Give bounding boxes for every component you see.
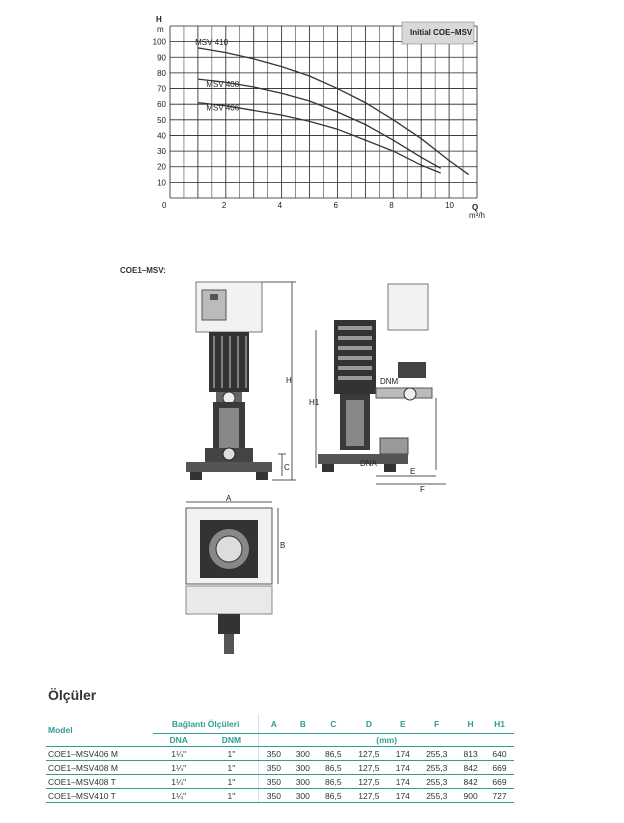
cell-dnm: 1" bbox=[204, 789, 258, 803]
cell-h: 842 bbox=[456, 761, 485, 775]
cell-e: 174 bbox=[388, 775, 417, 789]
col-dna: DNA bbox=[153, 734, 204, 747]
table-row bbox=[46, 761, 514, 775]
control-display bbox=[210, 294, 218, 300]
col-d: D bbox=[349, 714, 388, 734]
cell-a: 350 bbox=[259, 775, 289, 789]
y-tick-label: 90 bbox=[157, 53, 166, 63]
cell-d: 127,5 bbox=[349, 775, 388, 789]
cell-h1: 640 bbox=[485, 747, 514, 761]
control-box-top bbox=[186, 586, 272, 614]
y-tick-labels bbox=[153, 38, 167, 188]
series-label: MSV 406 bbox=[206, 103, 240, 113]
cell-b: 300 bbox=[288, 789, 317, 803]
cell-h1: 669 bbox=[485, 761, 514, 775]
cell-c: 86,5 bbox=[317, 775, 349, 789]
dim-h1: H1 bbox=[309, 398, 320, 407]
valve-assembly-top bbox=[218, 614, 240, 634]
x-tick-label: 2 bbox=[221, 201, 227, 210]
technical-drawing bbox=[0, 270, 624, 670]
cell-model: COE1–MSV406 M bbox=[46, 747, 153, 761]
col-dnm: DNM bbox=[204, 734, 258, 747]
x-tick-label: 0 bbox=[162, 201, 167, 210]
col-f: F bbox=[417, 714, 456, 734]
dim-e: E bbox=[410, 467, 416, 476]
cell-e: 174 bbox=[388, 747, 417, 761]
cell-e: 174 bbox=[388, 789, 417, 803]
cell-c: 86,5 bbox=[317, 761, 349, 775]
y-axis-title: H bbox=[156, 15, 162, 24]
dim-b: B bbox=[280, 541, 286, 550]
x-tick-label: 8 bbox=[389, 201, 394, 210]
col-unit: (mm) bbox=[259, 734, 514, 747]
motor-body bbox=[209, 332, 249, 392]
cell-b: 300 bbox=[288, 761, 317, 775]
pressure-vessel bbox=[398, 362, 426, 378]
x-axis-title: Q bbox=[472, 203, 479, 212]
cell-h: 842 bbox=[456, 775, 485, 789]
control-box-side bbox=[388, 284, 428, 330]
x-tick-label: 10 bbox=[445, 201, 454, 210]
cell-a: 350 bbox=[259, 789, 289, 803]
cell-dna: 1¼" bbox=[153, 761, 204, 775]
col-a: A bbox=[259, 714, 289, 734]
x-tick-label: 4 bbox=[277, 201, 283, 210]
y-tick-label: 40 bbox=[157, 131, 166, 141]
cell-d: 127,5 bbox=[349, 789, 388, 803]
suction-flange bbox=[380, 438, 408, 454]
y-tick-label: 70 bbox=[157, 84, 166, 94]
x-tick-label: 6 bbox=[333, 201, 338, 210]
col-h1: H1 bbox=[485, 714, 514, 734]
chart-title: Initial COE–MSV bbox=[410, 28, 473, 37]
cell-b: 300 bbox=[288, 747, 317, 761]
y-tick-label: 80 bbox=[157, 68, 166, 78]
col-connections: Bağlantı Ölçüleri bbox=[153, 714, 259, 734]
top-view bbox=[186, 494, 285, 654]
cell-dna: 1¼" bbox=[153, 747, 204, 761]
y-axis-unit: m bbox=[157, 25, 164, 34]
front-view bbox=[186, 282, 296, 480]
col-model: Model bbox=[46, 714, 153, 747]
table-row bbox=[46, 775, 514, 789]
drawing-label: COE1–MSV: bbox=[120, 266, 166, 275]
table-row bbox=[46, 747, 514, 761]
y-tick-label: 30 bbox=[157, 147, 166, 157]
cell-dnm: 1" bbox=[204, 775, 258, 789]
cell-f: 255,3 bbox=[417, 789, 456, 803]
series-line-msv-406 bbox=[198, 103, 441, 173]
cell-f: 255,3 bbox=[417, 775, 456, 789]
cell-f: 255,3 bbox=[417, 747, 456, 761]
chart-series bbox=[195, 38, 469, 175]
cell-model: COE1–MSV408 T bbox=[46, 775, 153, 789]
cell-dna: 1¼" bbox=[153, 789, 204, 803]
cell-dna: 1¼" bbox=[153, 775, 204, 789]
dim-h: H bbox=[286, 376, 292, 385]
dimensions-heading: Ölçüler bbox=[48, 687, 97, 703]
cell-a: 350 bbox=[259, 761, 289, 775]
cell-f: 255,3 bbox=[417, 761, 456, 775]
cell-c: 86,5 bbox=[317, 789, 349, 803]
series-label: MSV 410 bbox=[195, 37, 229, 47]
cell-h1: 727 bbox=[485, 789, 514, 803]
cell-model: COE1–MSV408 M bbox=[46, 761, 153, 775]
label-dna: DNA bbox=[360, 459, 377, 468]
y-tick-label: 100 bbox=[152, 37, 166, 47]
cell-d: 127,5 bbox=[349, 747, 388, 761]
cell-dnm: 1" bbox=[204, 761, 258, 775]
x-axis-unit: m³/h bbox=[469, 211, 485, 220]
y-tick-label: 50 bbox=[157, 115, 166, 125]
performance-chart bbox=[0, 0, 624, 230]
y-tick-label: 20 bbox=[157, 162, 166, 172]
cell-h: 813 bbox=[456, 747, 485, 761]
baseplate bbox=[186, 462, 272, 472]
dimensions-table bbox=[46, 714, 514, 803]
table-row bbox=[46, 789, 514, 803]
cell-dnm: 1" bbox=[204, 747, 258, 761]
cell-h1: 669 bbox=[485, 775, 514, 789]
col-c: C bbox=[317, 714, 349, 734]
cell-b: 300 bbox=[288, 775, 317, 789]
cell-h: 900 bbox=[456, 789, 485, 803]
cell-c: 86,5 bbox=[317, 747, 349, 761]
cell-a: 350 bbox=[259, 747, 289, 761]
label-dnm: DNM bbox=[380, 377, 399, 386]
side-view bbox=[309, 284, 446, 494]
dim-a: A bbox=[226, 494, 232, 503]
cell-e: 174 bbox=[388, 761, 417, 775]
dim-c: C bbox=[284, 463, 290, 472]
col-b: B bbox=[288, 714, 317, 734]
series-label: MSV 408 bbox=[206, 79, 240, 89]
col-e: E bbox=[388, 714, 417, 734]
cell-d: 127,5 bbox=[349, 761, 388, 775]
y-tick-label: 60 bbox=[157, 100, 166, 110]
cell-model: COE1–MSV410 T bbox=[46, 789, 153, 803]
x-tick-labels bbox=[162, 201, 455, 210]
y-tick-label: 10 bbox=[157, 178, 166, 188]
col-h: H bbox=[456, 714, 485, 734]
dim-f: F bbox=[420, 485, 425, 494]
